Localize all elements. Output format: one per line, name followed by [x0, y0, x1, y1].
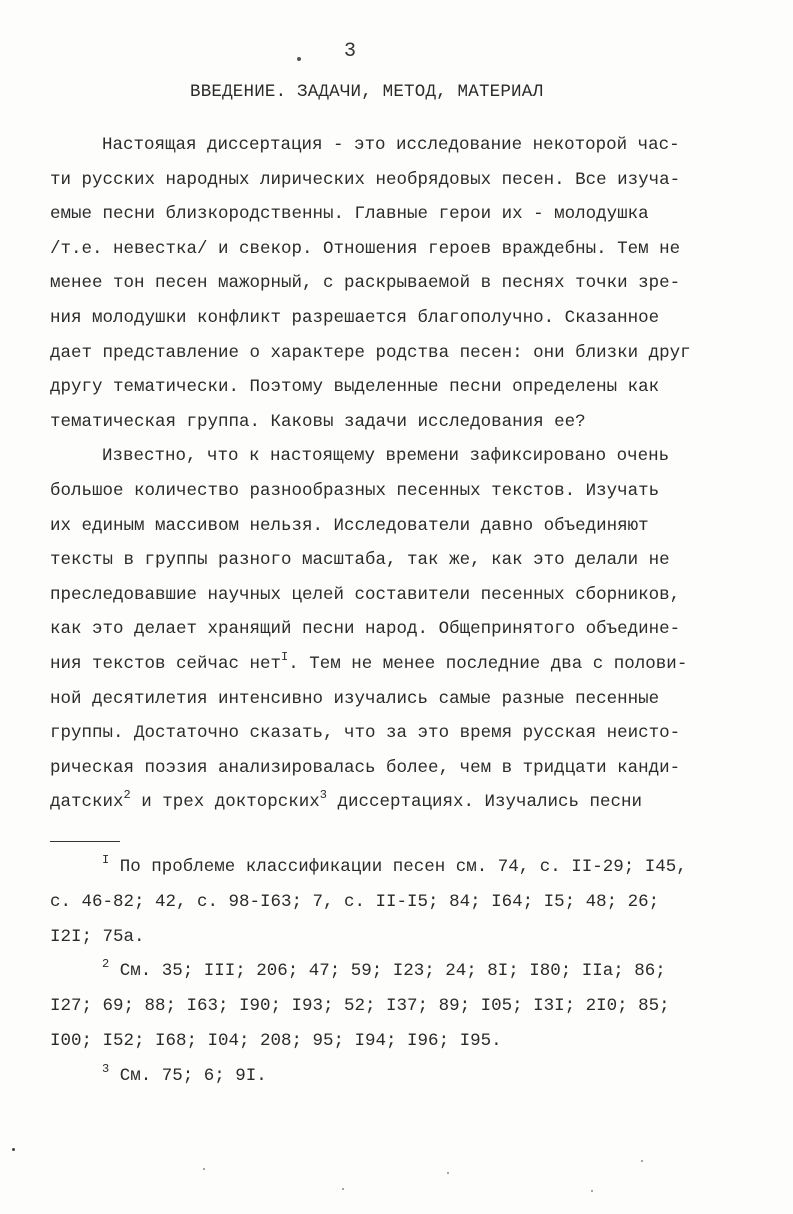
footnote-line: I27; 69; 88; I63; I90; I93; 52; I37; 89; I05; I3I; 2I0; 85; [50, 996, 670, 1017]
footnote-3 [50, 1059, 730, 1094]
body-text [50, 128, 710, 820]
footnote-marker: 2 [102, 957, 110, 972]
text-line: тексты в группы разного масштаба, так же, как это делали не [50, 550, 670, 571]
footnote-line: I2I; 75а. [50, 926, 145, 947]
text-line: дает представление о характере родства песен: они близки друг [50, 342, 691, 363]
text-line [50, 785, 710, 820]
chapter-heading: ВВЕДЕНИЕ. ЗАДАЧИ, МЕТОД, МАТЕРИАЛ [190, 82, 544, 102]
text-span: и трех докторских [130, 792, 320, 813]
text-span: датских [50, 792, 124, 813]
text-line: большое количество разнообразных песенных текстов. Изучать [50, 480, 660, 501]
footnote-marker: I [102, 853, 110, 867]
footnote-marker: 3 [102, 1061, 110, 1076]
footnote-2 [50, 954, 730, 989]
text-line: группы. Достаточно сказать, что за это время русская неисто- [50, 723, 681, 744]
text-line: емые песни близкородственны. Главные герои их - молодушка [50, 204, 649, 225]
text-span: ния текстов сейчас нет [50, 653, 282, 674]
scan-dust [641, 1160, 643, 1162]
text-line: другу тематически. Поэтому выделенные песни определены как [50, 377, 660, 398]
scan-dust [447, 1172, 449, 1174]
text-line: Известно, что к настоящему времени зафиксировано очень [102, 446, 670, 467]
footnote-separator [50, 841, 120, 842]
footnote-ref-3: 3 [319, 788, 327, 803]
text-line: преследовавшие научных целей составители песенных сборников, [50, 584, 681, 605]
ink-speck [297, 57, 301, 61]
text-line: ной десятилетия интенсивно изучались самые разные песенные [50, 688, 660, 709]
footnote-text: См. 35; III; 206; 47; 59; I23; 24; 8I; I80; IIа; 86; [119, 961, 666, 982]
footnote-line: I00; I52; I68; I04; 208; 95; I94; I96; I95. [50, 1030, 502, 1051]
scan-dust [591, 1190, 593, 1192]
text-line [50, 647, 710, 682]
footnote-1 [50, 850, 730, 885]
footnote-text: По проблеме классификации песен см. 74, с. II-29; I45, [119, 857, 687, 877]
text-line: рическая поэзия анализировалась более, чем в тридцати канди- [50, 757, 681, 778]
text-span: диссертациях. Изучались песни [326, 792, 643, 813]
scan-dust [203, 1168, 205, 1170]
text-line: как это делает хранящий песни народ. Общепринятого объедине- [50, 619, 681, 640]
text-line: тематическая группа. Каковы задачи исследования ее? [50, 411, 586, 432]
footnote-line: с. 46-82; 42, с. 98-I63; 7, с. II-I5; 84; I64; I5; 48; 26; [50, 891, 660, 912]
text-line: ния молодушки конфликт разрешается благополучно. Сказанное [50, 307, 660, 328]
footnotes [50, 850, 730, 1094]
page-number: 3 [343, 40, 356, 63]
footnote-ref-1: I [281, 649, 289, 664]
scan-dust [12, 1148, 15, 1151]
text-span: . Тем не менее последние два с полови- [288, 653, 688, 674]
text-line: ти русских народных лирических необрядовых песен. Все изуча- [50, 169, 681, 190]
text-line: Настоящая диссертация - это исследование некоторой час- [102, 135, 680, 155]
text-line: их единым массивом нельзя. Исследователи давно объединяют [50, 515, 649, 536]
footnote-text: См. 75; 6; 9I. [119, 1065, 267, 1086]
scan-dust [342, 1188, 344, 1190]
text-line: /т.е. невестка/ и свекор. Отношения героев враждебны. Тем не [50, 238, 681, 259]
footnote-ref-2: 2 [123, 788, 131, 803]
text-line: менее тон песен мажорный, с раскрываемой в песнях точки зре- [50, 273, 681, 294]
